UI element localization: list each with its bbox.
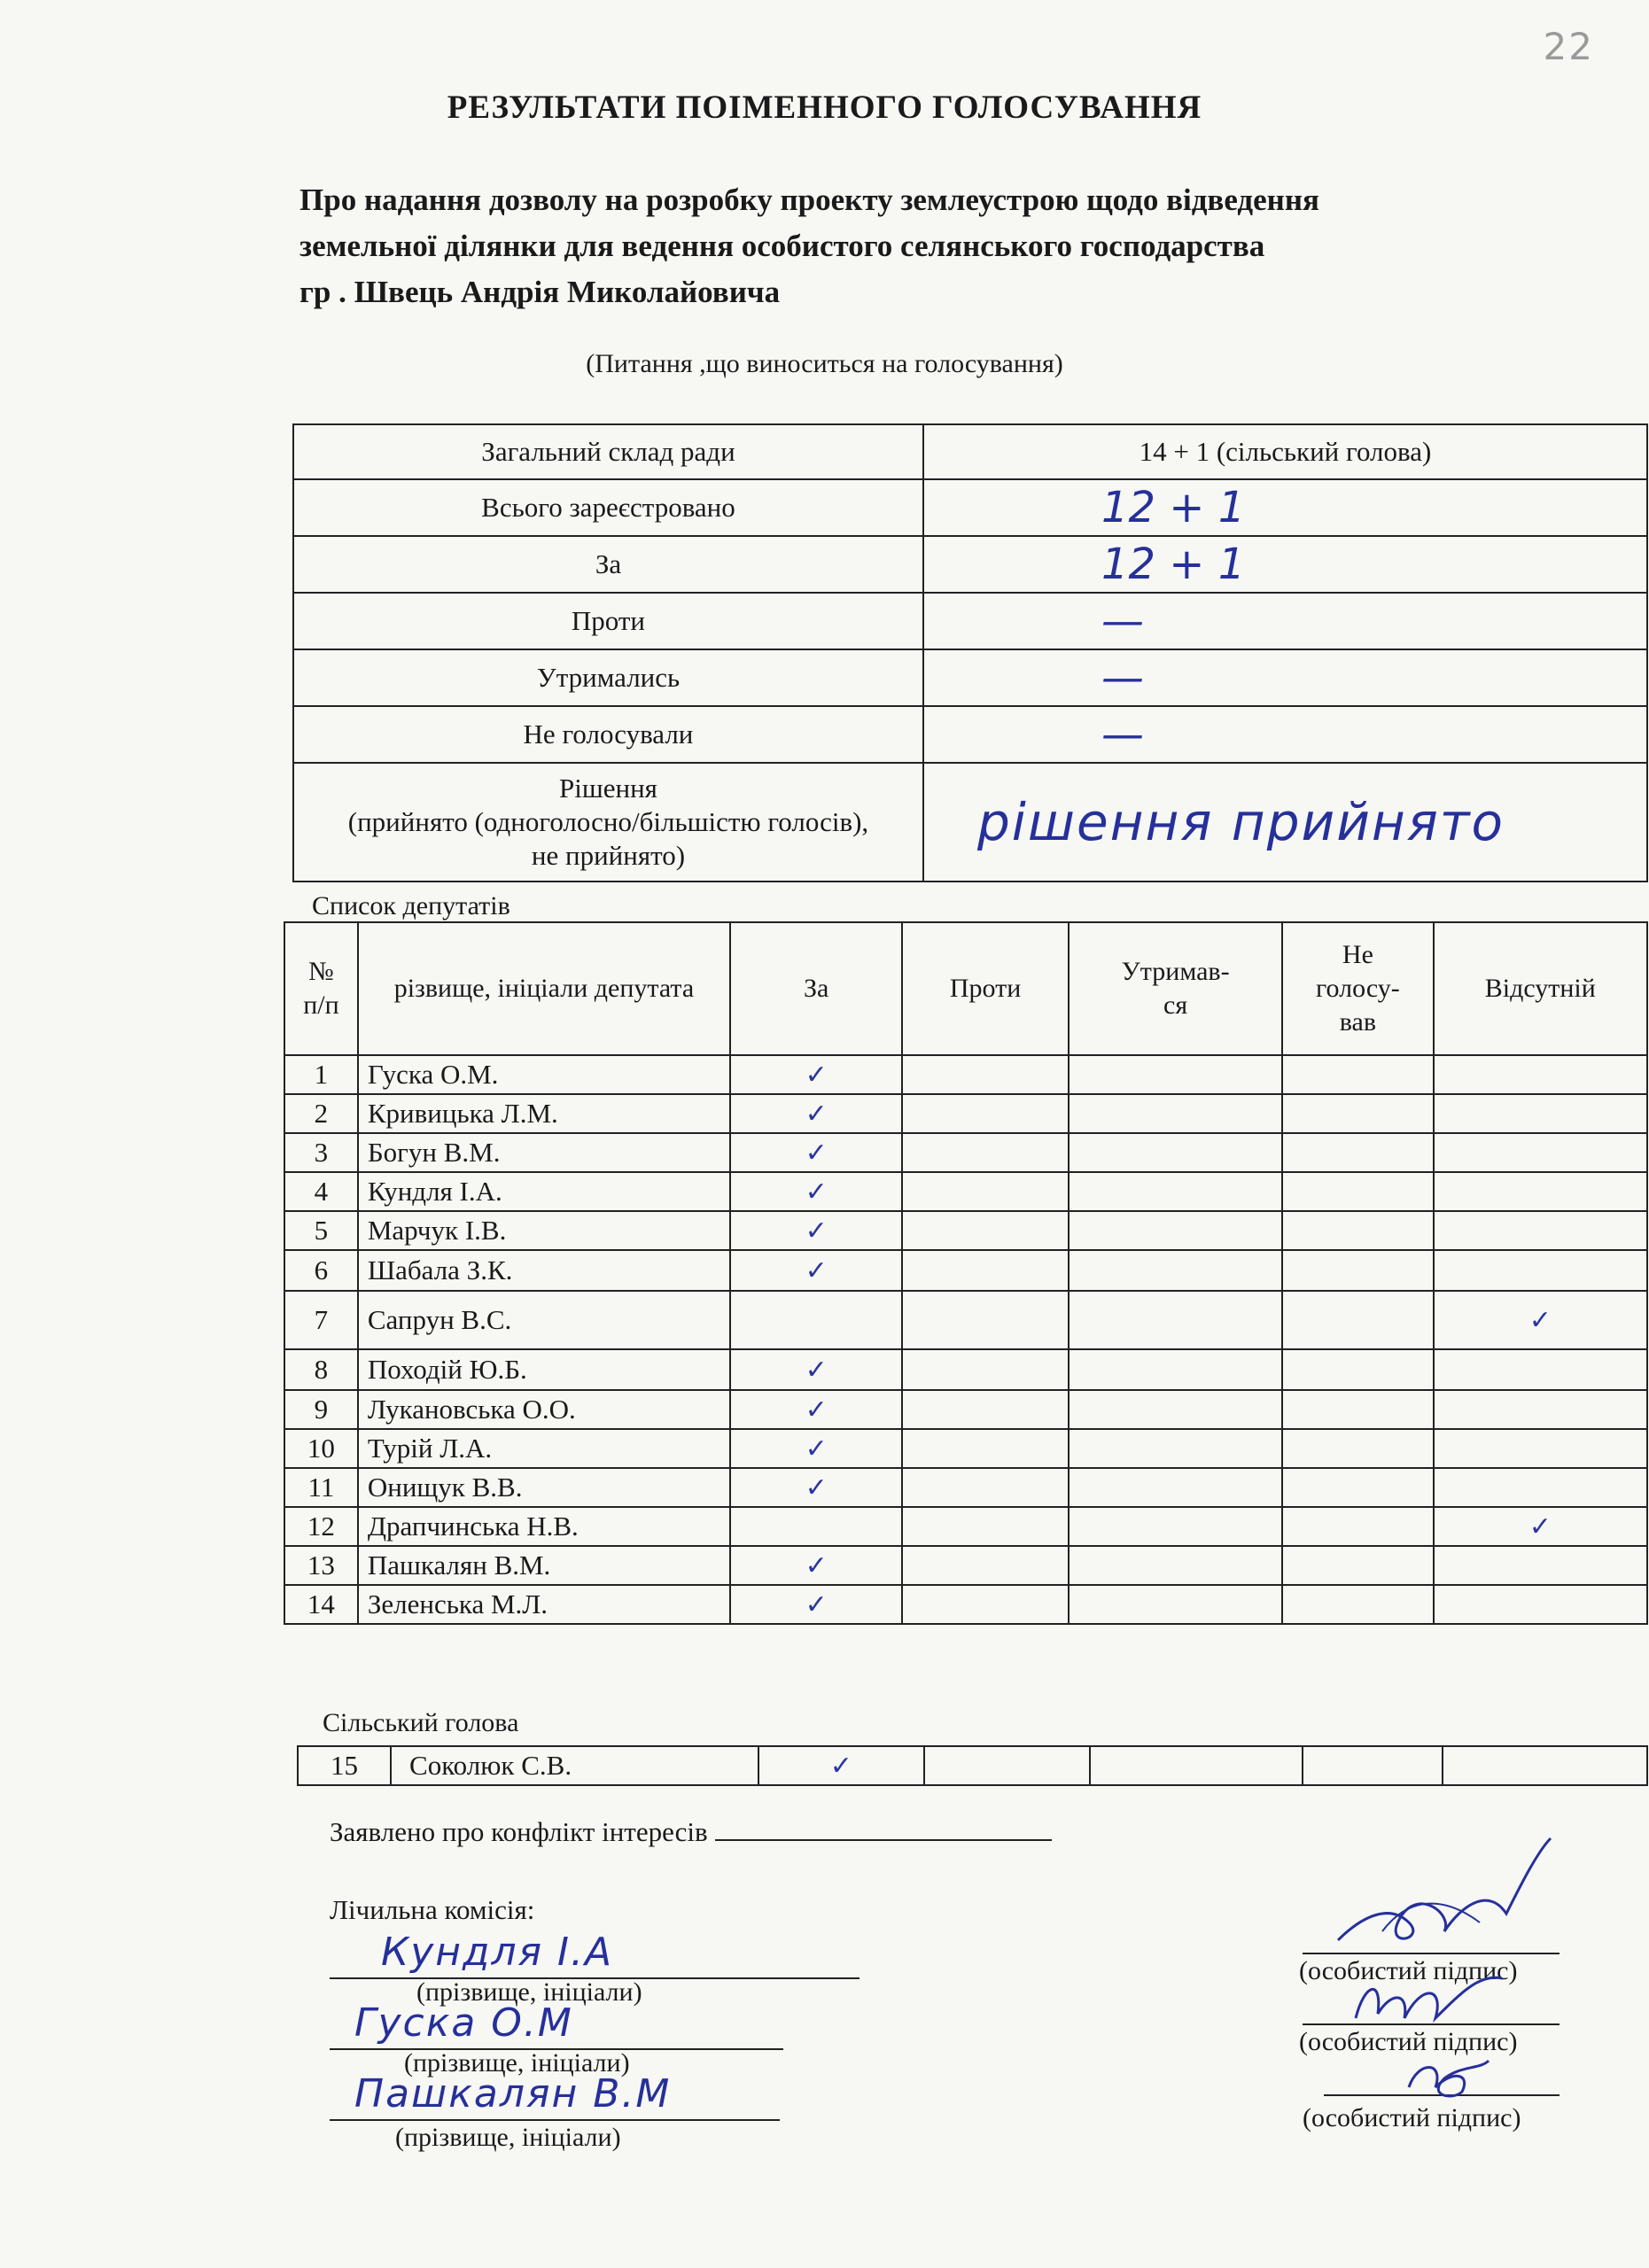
table-row <box>284 1211 1647 1250</box>
table-row <box>284 1291 1647 1349</box>
check-mark-icon: ✓ <box>1528 1305 1552 1336</box>
handwritten-value: 12 + 1 <box>1101 540 1246 589</box>
summary-row <box>293 593 1647 649</box>
cell-proty <box>902 1429 1069 1468</box>
cell-proty <box>902 1133 1069 1172</box>
cell-za <box>730 1133 902 1172</box>
cell-vidsutniy <box>1434 1507 1647 1546</box>
cell-utrymav <box>1069 1507 1282 1546</box>
check-mark-icon: ✓ <box>805 1060 828 1091</box>
row-number: 15 <box>298 1746 391 1785</box>
row-number: 11 <box>284 1468 358 1507</box>
cell-utrymav <box>1069 1211 1282 1250</box>
question-line: гр . Швець Андрія Миколайовича <box>299 275 781 309</box>
cell-ne_holos <box>1282 1133 1433 1172</box>
cell-ne_holos <box>1282 1390 1433 1429</box>
table-row <box>284 1094 1647 1133</box>
signature-line <box>330 2119 780 2121</box>
handwritten-value: 12 + 1 <box>1101 483 1246 532</box>
cell-vidsutniy <box>1434 1585 1647 1624</box>
row-number: 8 <box>284 1349 358 1390</box>
cell-utrymav <box>1069 1291 1282 1349</box>
table-row <box>284 1429 1647 1468</box>
deputy-name: Гуска О.М. <box>358 1055 730 1094</box>
deputy-name: Походій Ю.Б. <box>358 1349 730 1390</box>
cell-proty <box>902 1172 1069 1211</box>
summary-label: Загальний склад ради <box>293 424 923 479</box>
cell-za <box>730 1585 902 1624</box>
signature-caption: (особистий підпис) <box>1299 1956 1518 1985</box>
cell-vidsutniy <box>1434 1546 1647 1585</box>
cell-za <box>730 1429 902 1468</box>
commission-member-name: Гуска О.М <box>354 2000 573 2046</box>
signature-caption: (особистий підпис) <box>1303 2103 1521 2132</box>
check-mark-icon: ✓ <box>805 1355 828 1386</box>
cell-utrymav <box>1069 1349 1282 1390</box>
deputy-name: Богун В.М. <box>358 1133 730 1172</box>
table-row <box>284 1172 1647 1211</box>
summary-row <box>293 536 1647 593</box>
commission-member-name: Кундля І.А <box>381 1930 614 1975</box>
cell-ne_holos <box>1282 1211 1433 1250</box>
check-mark-icon: ✓ <box>805 1394 828 1425</box>
row-number: 10 <box>284 1429 358 1468</box>
cell-za <box>730 1211 902 1250</box>
cell-utrymav <box>1069 1094 1282 1133</box>
cell-vidsutniy <box>1434 1390 1647 1429</box>
cell-utrymav <box>1069 1133 1282 1172</box>
cell-vidsutniy <box>1434 1211 1647 1250</box>
deputy-name: Кривицька Л.М. <box>358 1094 730 1133</box>
cell-vidsutniy <box>1434 1429 1647 1468</box>
check-mark-icon: ✓ <box>805 1433 828 1464</box>
summary-label: За <box>293 536 923 593</box>
table-row <box>284 1546 1647 1585</box>
table-row <box>284 1133 1647 1172</box>
question-note: (Питання ,що виноситься на голосування) <box>586 349 1063 378</box>
cell-utrymav <box>1069 1055 1282 1094</box>
check-mark-icon: ✓ <box>805 1589 828 1620</box>
deputy-name: Лукановська О.О. <box>358 1390 730 1429</box>
summary-row <box>293 424 1647 479</box>
cell-proty <box>902 1349 1069 1390</box>
cell-ne_holos <box>1282 1468 1433 1507</box>
cell-za <box>730 1468 902 1507</box>
check-mark-icon: ✓ <box>805 1177 828 1208</box>
col-proty-header: Проти <box>902 922 1069 1055</box>
col-utrymav-header: Утримав- ся <box>1069 922 1282 1055</box>
cell-proty <box>902 1585 1069 1624</box>
check-mark-icon: ✓ <box>805 1138 828 1169</box>
cell-utrymav <box>1069 1429 1282 1468</box>
cell-za <box>730 1349 902 1390</box>
row-number: 2 <box>284 1094 358 1133</box>
cell-proty <box>902 1055 1069 1094</box>
cell-vidsutniy <box>1434 1094 1647 1133</box>
village-head-table <box>297 1745 1648 1786</box>
cell-proty <box>902 1094 1069 1133</box>
summary-table <box>292 423 1648 882</box>
deputy-name: Шабала З.К. <box>358 1250 730 1291</box>
col-za-header: За <box>730 922 902 1055</box>
cell-za <box>730 1055 902 1094</box>
cell-utrymav <box>1069 1585 1282 1624</box>
cell-proty <box>902 1211 1069 1250</box>
deputies-body <box>284 1055 1647 1624</box>
row-number: 6 <box>284 1250 358 1291</box>
decision-label: Рішення (прийнято (одноголосно/більшістю голосів), не прийнято) <box>293 763 923 882</box>
conflict-label: Заявлено про конфлікт інтересів <box>330 1816 708 1847</box>
col-vidsutniy-header: Відсутній <box>1434 922 1647 1055</box>
handwritten-dash: — <box>1101 596 1144 646</box>
cell-vidsutniy <box>1434 1349 1647 1390</box>
deputies-table <box>284 921 1648 1625</box>
cell-utrymav <box>1069 1172 1282 1211</box>
cell-proty <box>902 1291 1069 1349</box>
signature-scribble-2 <box>1347 1965 1524 2036</box>
signature-caption: (особистий підпис) <box>1299 2027 1518 2056</box>
table-header-row <box>284 922 1647 1055</box>
row-number: 12 <box>284 1507 358 1546</box>
deputy-name: Драпчинська Н.В. <box>358 1507 730 1546</box>
col-name-header: різвище, ініціали депутата <box>358 922 730 1055</box>
check-mark-icon: ✓ <box>805 1099 828 1130</box>
table-row <box>298 1746 1647 1785</box>
cell-ne_holos <box>1282 1172 1433 1211</box>
cell-vidsutniy <box>1434 1055 1647 1094</box>
cell-ne_holos <box>1282 1429 1433 1468</box>
deputy-name: Марчук І.В. <box>358 1211 730 1250</box>
handwritten-dash: — <box>1101 710 1144 759</box>
cell-ne_holos <box>1282 1546 1433 1585</box>
check-mark-icon: ✓ <box>1528 1511 1552 1542</box>
cell-ne_holos <box>1282 1055 1433 1094</box>
signature-scribble-3 <box>1400 2052 1497 2105</box>
summary-label: Проти <box>293 593 923 649</box>
document-title: РЕЗУЛЬТАТИ ПОІМЕННОГО ГОЛОСУВАННЯ <box>447 89 1202 126</box>
check-mark-icon: ✓ <box>805 1255 828 1286</box>
cell-ne_holos <box>1282 1291 1433 1349</box>
table-row <box>284 1349 1647 1390</box>
row-number: 3 <box>284 1133 358 1172</box>
summary-row <box>293 706 1647 763</box>
deputy-name: Зеленська М.Л. <box>358 1585 730 1624</box>
cell-proty <box>902 1390 1069 1429</box>
decision-row <box>293 763 1647 882</box>
table-row <box>284 1468 1647 1507</box>
cell-ne_holos <box>1282 1250 1433 1291</box>
village-head-label: Сільський голова <box>323 1708 519 1737</box>
question-line: Про надання дозволу на розробку проекту землеустрою щодо відведення <box>299 183 1319 217</box>
deputy-name: Соколюк С.В. <box>391 1746 758 1785</box>
cell-ne_holos <box>1282 1585 1433 1624</box>
cell-za <box>730 1250 902 1291</box>
name-caption: (прізвище, ініціали) <box>416 1977 642 2007</box>
cell-za <box>730 1546 902 1585</box>
col-ne-holos-header: Не голосу- вав <box>1282 922 1433 1055</box>
cell-vidsutniy <box>1434 1172 1647 1211</box>
check-mark-icon: ✓ <box>805 1472 828 1503</box>
deputy-name: Пашкалян В.М. <box>358 1546 730 1585</box>
summary-label: Не голосували <box>293 706 923 763</box>
cell-za <box>730 1390 902 1429</box>
cell-ne_holos <box>1282 1349 1433 1390</box>
cell-za <box>730 1094 902 1133</box>
conflict-blank-line <box>715 1816 1052 1841</box>
deputy-name: Онищук В.В. <box>358 1468 730 1507</box>
check-mark-icon: ✓ <box>805 1550 828 1581</box>
cell-utrymav <box>1069 1390 1282 1429</box>
question-line: земельної ділянки для ведення особистого селянського господарства <box>299 229 1265 263</box>
row-number: 7 <box>284 1291 358 1349</box>
check-mark-icon: ✓ <box>829 1751 852 1782</box>
cell-proty <box>902 1546 1069 1585</box>
summary-value: 14 + 1 (сільський голова) <box>923 424 1647 479</box>
check-mark-icon: ✓ <box>805 1216 828 1247</box>
table-row <box>284 1507 1647 1546</box>
summary-row <box>293 479 1647 536</box>
cell-za <box>730 1172 902 1211</box>
cell-ne_holos <box>1282 1507 1433 1546</box>
deputy-name: Кундля І.А. <box>358 1172 730 1211</box>
name-caption: (прізвище, ініціали) <box>395 2123 621 2152</box>
deputies-list-label: Список депутатів <box>312 891 510 920</box>
summary-row <box>293 649 1647 706</box>
conflict-of-interest <box>330 1816 1052 1848</box>
cell-proty <box>902 1250 1069 1291</box>
page-number-mark: 22 <box>1543 25 1594 68</box>
row-number: 4 <box>284 1172 358 1211</box>
cell-utrymav <box>1069 1250 1282 1291</box>
row-number: 5 <box>284 1211 358 1250</box>
cell-vidsutniy <box>1434 1468 1647 1507</box>
table-row <box>284 1055 1647 1094</box>
summary-label: Утримались <box>293 649 923 706</box>
table-row <box>284 1250 1647 1291</box>
cell-proty <box>902 1507 1069 1546</box>
table-row <box>284 1585 1647 1624</box>
table-row <box>284 1390 1647 1429</box>
deputy-name: Турій Л.А. <box>358 1429 730 1468</box>
commission-label: Лічильна комісія: <box>330 1894 535 1925</box>
row-number: 14 <box>284 1585 358 1624</box>
cell-za <box>730 1291 902 1349</box>
row-number: 13 <box>284 1546 358 1585</box>
name-caption: (прізвище, ініціали) <box>404 2048 630 2078</box>
cell-utrymav <box>1069 1468 1282 1507</box>
cell-proty <box>902 1468 1069 1507</box>
signature-scribble-1 <box>1329 1834 1560 1967</box>
cell-za <box>730 1507 902 1546</box>
cell-za <box>758 1746 925 1785</box>
commission-member-name: Пашкалян В.М <box>354 2071 672 2117</box>
cell-vidsutniy <box>1434 1133 1647 1172</box>
cell-vidsutniy <box>1434 1250 1647 1291</box>
col-num-header: № п/п <box>284 922 358 1055</box>
handwritten-decision: рішення прийнято <box>976 792 1505 852</box>
deputy-name: Сапрун В.С. <box>358 1291 730 1349</box>
cell-ne_holos <box>1282 1094 1433 1133</box>
summary-label: Всього зареєстровано <box>293 479 923 536</box>
row-number: 9 <box>284 1390 358 1429</box>
question-text <box>299 177 1540 315</box>
cell-utrymav <box>1069 1546 1282 1585</box>
handwritten-dash: — <box>1101 653 1144 703</box>
cell-vidsutniy <box>1434 1291 1647 1349</box>
row-number: 1 <box>284 1055 358 1094</box>
